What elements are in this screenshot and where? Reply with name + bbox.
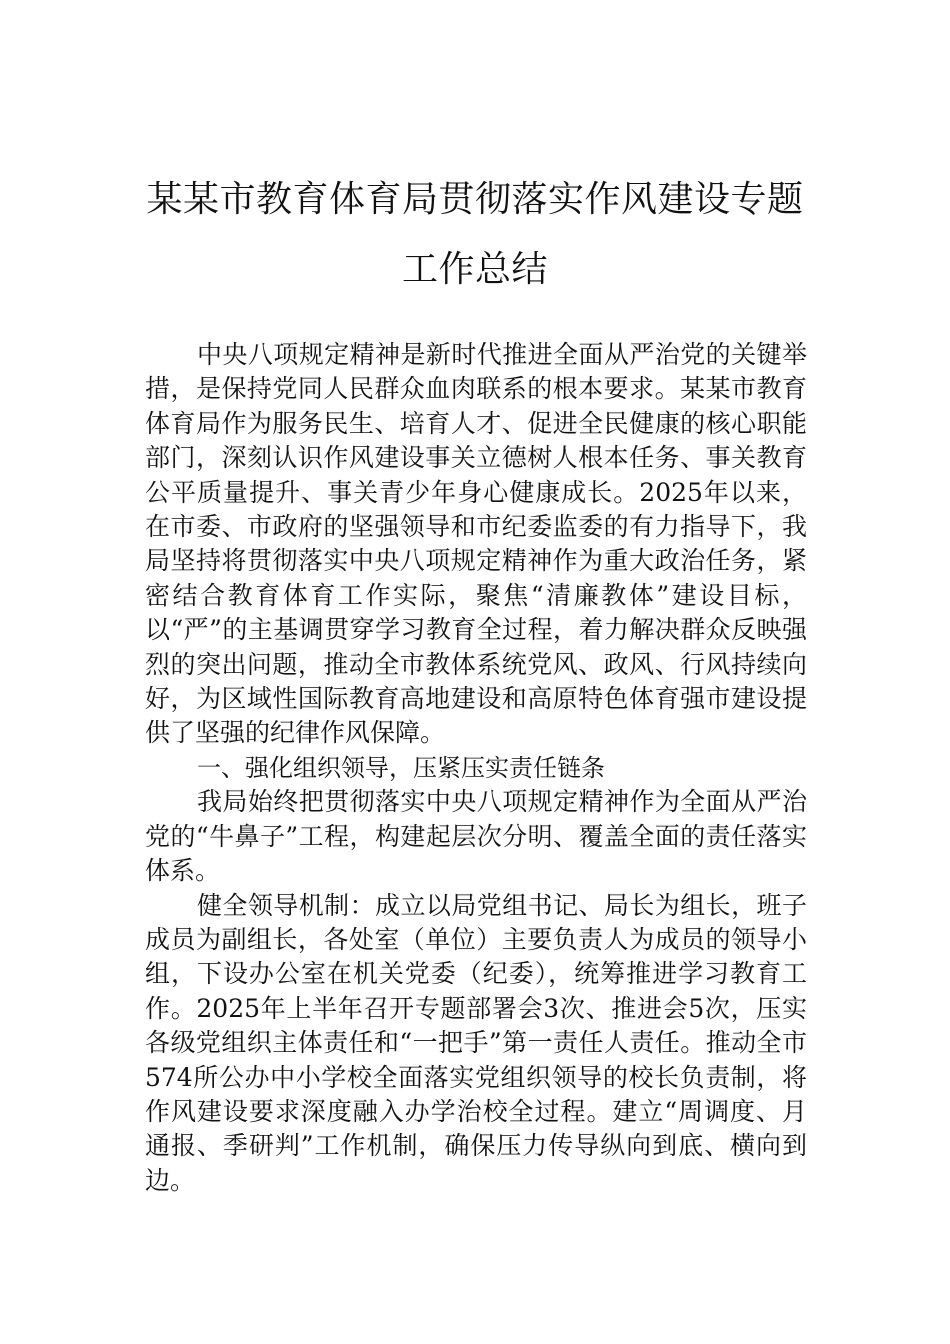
section-1-paragraph-2: 健全领导机制：成立以局党组书记、局长为组长，班子成员为副组长，各处室（单位）主要负责人为成员的领导小组，下设办公室在机关党委（纪委），统筹推进学习教育工作。2025年上半年召开专题部署会3次、推进会5次，压实各级党组织主体责任和“一把手”第一责任人责任。推动全市574所公办中小学校全面落实党组织领导的校长负责制，将作风建设要求深度融入办学治校全过程。建立“周调度、月通报、季研判”工作机制，确保压力传导纵向到底、横向到边。 <box>145 890 807 1195</box>
section-1-paragraph-1: 我局始终把贯彻落实中央八项规定精神作为全面从严治党的“牛鼻子”工程，构建起层次分明、覆盖全面的责任落实体系。 <box>145 787 807 886</box>
section-heading-1: 一、强化组织领导，压紧压实责任链条 <box>197 753 605 782</box>
intro-paragraph: 中央八项规定精神是新时代推进全面从严治党的关键举措，是保持党同人民群众血肉联系的根本要求。某某市教育体育局作为服务民生、培育人才、促进全民健康的核心职能部门，深刻认识作风建设事关立德树人根本任务、事关教育公平质量提升、事关青少年身心健康成长。2025年以来，在市委、市政府的坚强领导和市纪委监委的有力指导下，我局坚持将贯彻落实中央八项规定精神作为重大政治任务，紧密结合教育体育工作实际，聚焦“清廉教体”建设目标，以“严”的主基调贯穿学习教育全过程，着力解决群众反映强烈的突出问题，推动全市教体系统党风、政风、行风持续向好，为区域性国际教育高地建设和高原特色体育强市建设提供了坚强的纪律作风保障。 <box>145 340 807 748</box>
document-title-line-2: 工作总结 <box>401 249 548 290</box>
document-body <box>145 338 807 1198</box>
document-title-line-1: 某某市教育体育局贯彻落实作风建设专题 <box>146 179 804 220</box>
